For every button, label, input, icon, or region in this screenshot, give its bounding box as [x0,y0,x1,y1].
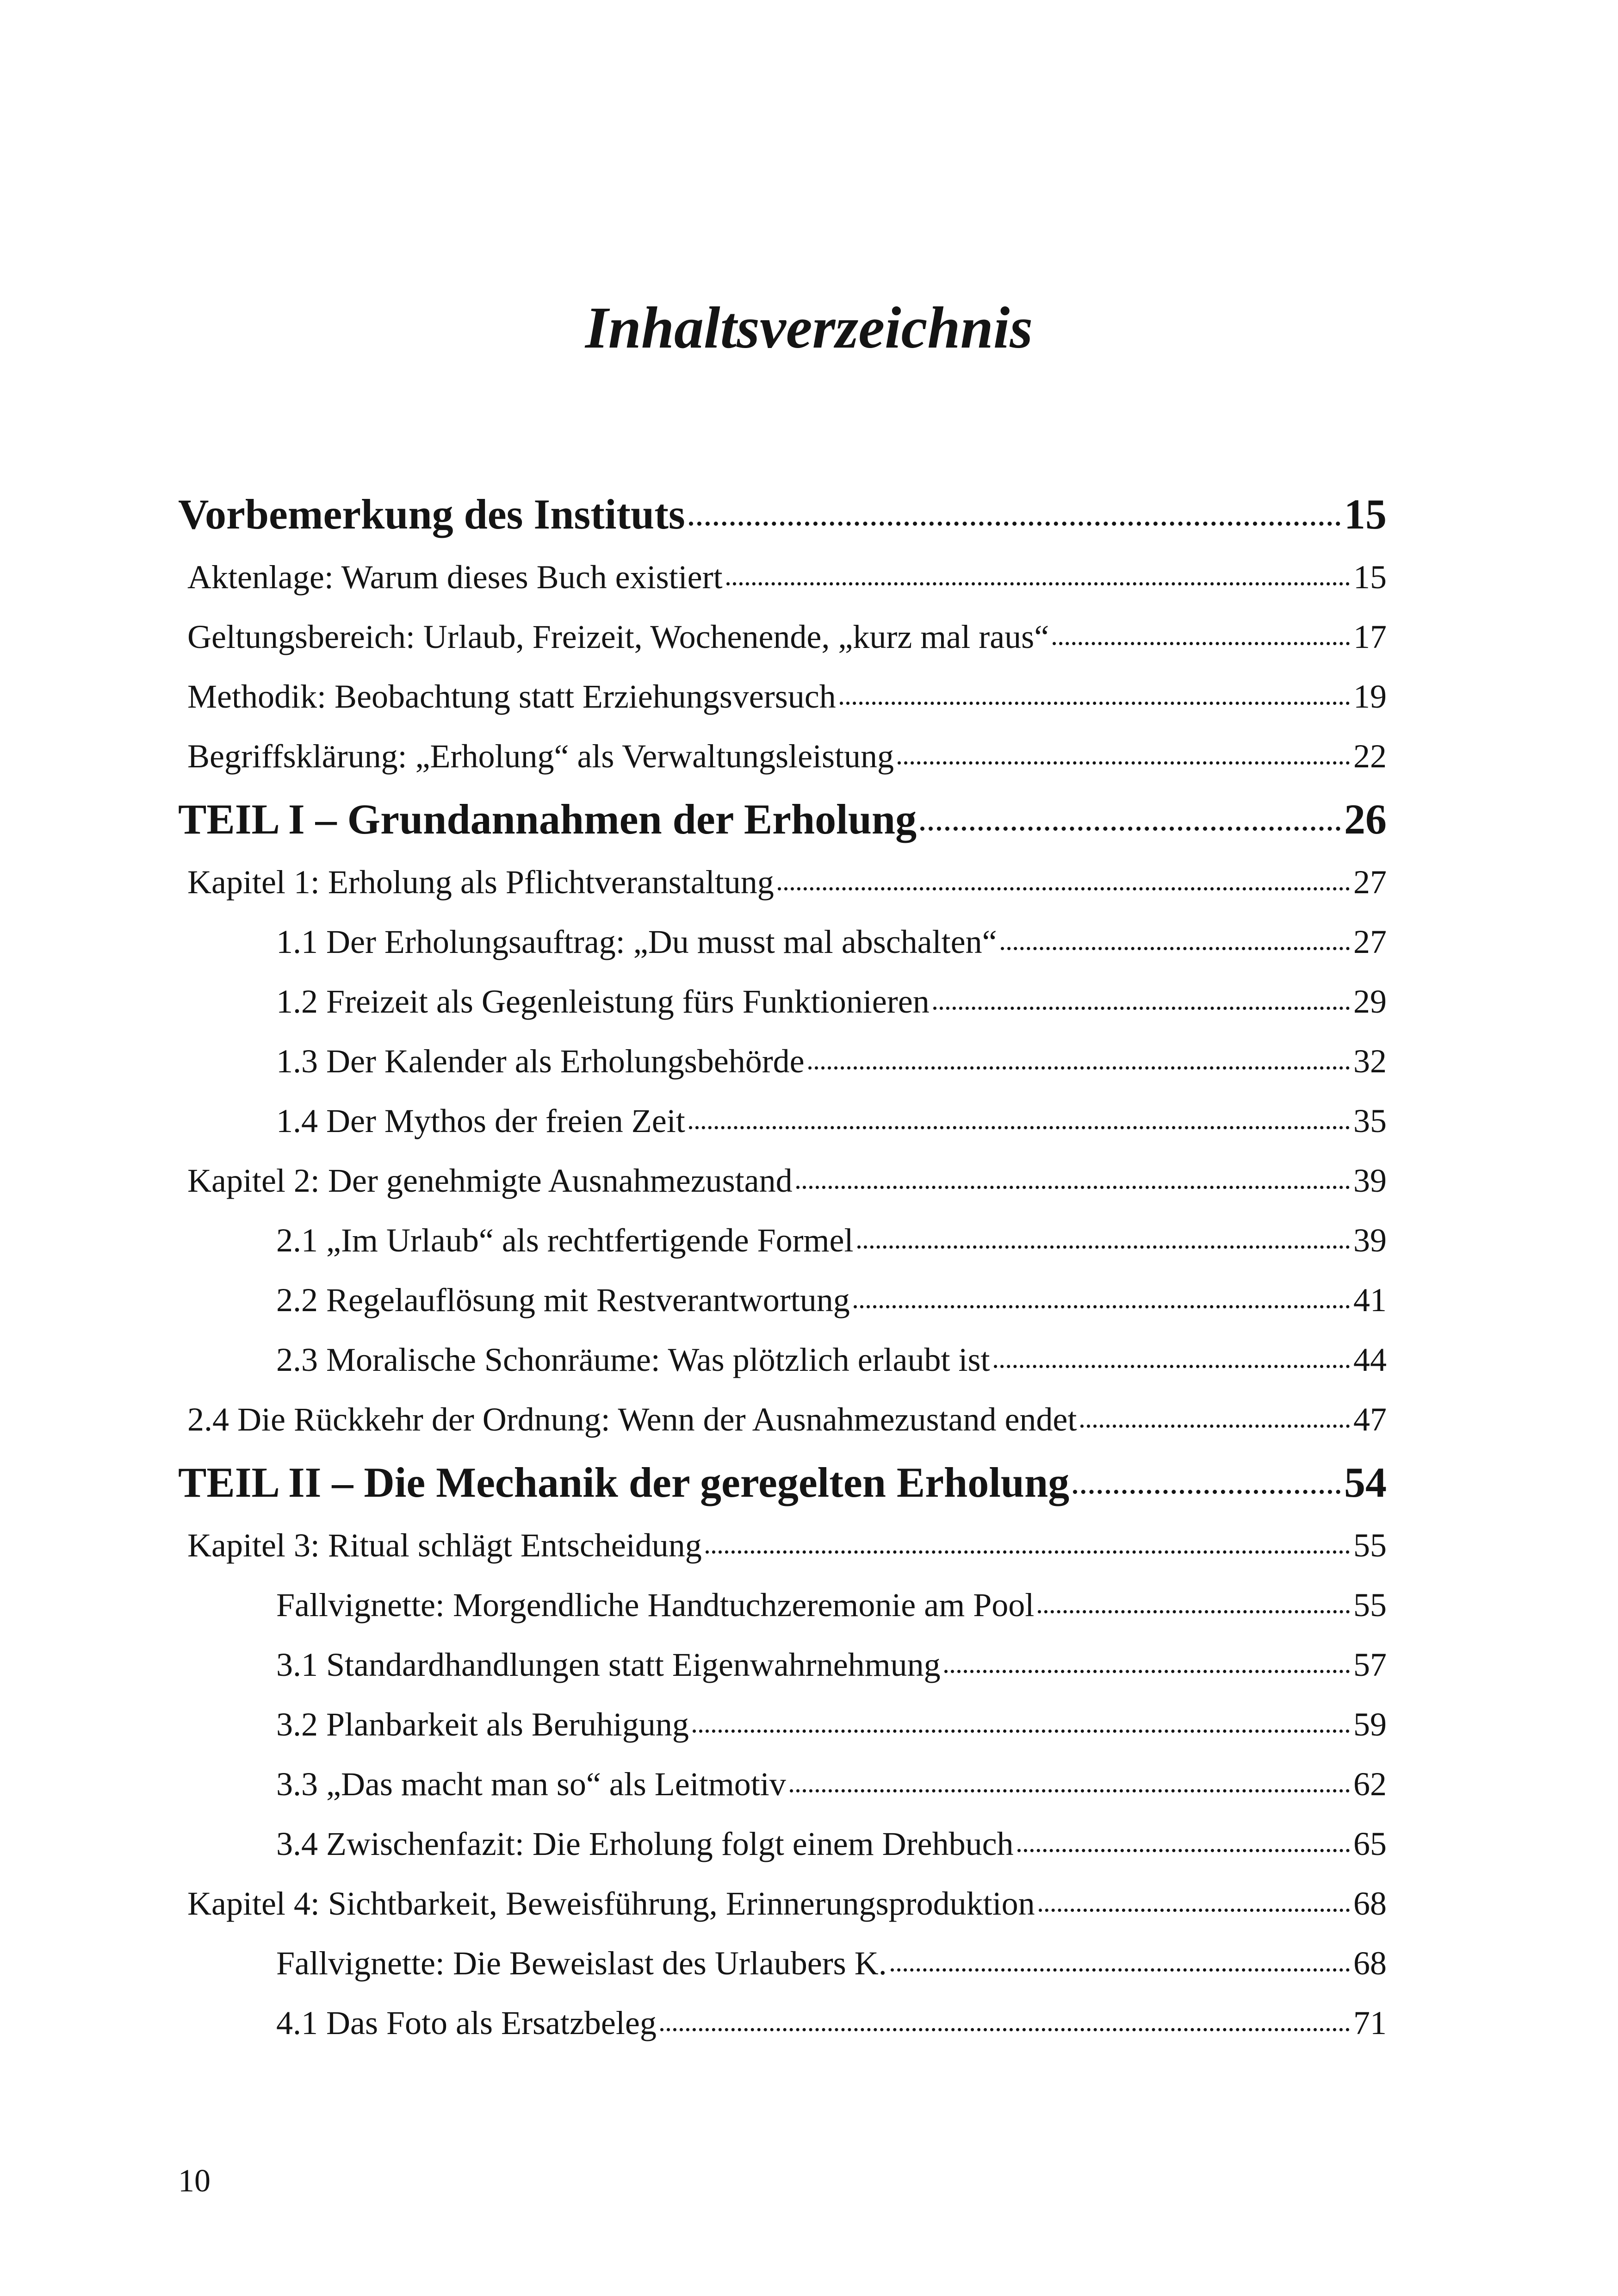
toc-entry-title: 3.3 „Das macht man so“ als Leitmotiv [276,1766,786,1803]
dot-leader [1001,947,1350,950]
dot-leader [1080,1425,1350,1428]
dot-leader [689,522,1340,526]
dot-leader [706,1550,1350,1554]
toc-entry-page-number: 68 [1353,1885,1387,1922]
table-of-contents [178,481,1387,2053]
toc-entry-page-number: 55 [1353,1587,1387,1624]
toc-entry-title: Kapitel 1: Erholung als Pflichtveranstaltung [187,864,774,901]
toc-entry-page-number: 27 [1353,864,1387,901]
toc-entry-section[interactable] [178,1993,1387,2053]
toc-entry-page-number: 15 [1353,559,1387,596]
dot-leader [994,1365,1350,1368]
toc-entry-title: 2.1 „Im Urlaub“ als rechtfertigende Formel [276,1222,854,1259]
toc-entry-title: 2.3 Moralische Schonräume: Was plötzlich erlaubt ist [276,1341,990,1378]
toc-entry-page-number: 32 [1353,1043,1387,1080]
toc-entry-page-number: 17 [1353,618,1387,655]
toc-entry-page-number: 54 [1344,1459,1387,1506]
toc-entry-section[interactable] [178,972,1387,1032]
toc-entry-section[interactable] [178,1695,1387,1755]
toc-entry-title: 1.1 Der Erholungsauftrag: „Du musst mal abschalten“ [276,923,997,960]
dot-leader [796,1186,1350,1189]
toc-entry-title: 1.3 Der Kalender als Erholungsbehörde [276,1043,805,1080]
toc-entry-page-number: 68 [1353,1945,1387,1982]
dot-leader [920,827,1340,831]
toc-entry-chapter[interactable] [178,607,1387,667]
toc-entry-title: Kapitel 3: Ritual schlägt Entscheidung [187,1527,702,1564]
page-number: 10 [178,2163,211,2199]
toc-entry-page-number: 35 [1353,1102,1387,1139]
dot-leader [933,1007,1350,1010]
toc-entry-page-number: 62 [1353,1766,1387,1803]
toc-entry-section[interactable] [178,1635,1387,1695]
toc-entry-chapter[interactable] [178,548,1387,607]
toc-entry-title: 4.1 Das Foto als Ersatzbeleg [276,2004,657,2041]
toc-entry-title: 1.4 Der Mythos der freien Zeit [276,1102,685,1139]
toc-entry-title: TEIL II – Die Mechanik der geregelten Erholung [178,1459,1070,1506]
toc-entry-title: TEIL I – Grundannahmen der Erholung [178,796,917,843]
toc-entry-section[interactable] [178,1091,1387,1151]
toc-entry-chapter[interactable] [178,852,1387,912]
toc-entry-section[interactable] [178,1270,1387,1330]
dot-leader [778,887,1350,890]
dot-leader [660,2028,1350,2031]
toc-entry-page-number: 15 [1344,491,1387,538]
toc-entry-part[interactable] [178,786,1387,852]
toc-entry-title: 3.4 Zwischenfazit: Die Erholung folgt einem Drehbuch [276,1825,1014,1862]
toc-entry-chapter[interactable] [178,1516,1387,1575]
toc-entry-chapter[interactable] [178,727,1387,786]
toc-entry-page-number: 39 [1353,1222,1387,1259]
toc-entry-page-number: 22 [1353,738,1387,775]
toc-entry-title: Fallvignette: Morgendliche Handtuchzeremonie am Pool [276,1587,1035,1624]
toc-entry-title: Geltungsbereich: Urlaub, Freizeit, Wochenende, „kurz mal raus“ [187,618,1049,655]
toc-entry-title: Methodik: Beobachtung statt Erziehungsversuch [187,678,836,715]
dot-leader [840,702,1350,705]
toc-entry-part[interactable] [178,1450,1387,1516]
dot-leader [1038,1610,1350,1613]
toc-entry-page-number: 26 [1344,796,1387,843]
page-title: Inhaltsverzeichnis [585,295,1033,361]
toc-entry-title: 1.2 Freizeit als Gegenleistung fürs Funktionieren [276,983,930,1020]
toc-entry-page-number: 44 [1353,1341,1387,1378]
toc-entry-section[interactable] [178,1755,1387,1814]
toc-entry-page-number: 65 [1353,1825,1387,1862]
dot-leader [693,1730,1350,1733]
toc-entry-page-number: 19 [1353,678,1387,715]
dot-leader [1073,1490,1340,1494]
dot-leader [854,1305,1350,1308]
toc-entry-title: Kapitel 4: Sichtbarkeit, Beweisführung, Erinnerungsproduktion [187,1885,1035,1922]
toc-entry-section[interactable] [178,1211,1387,1270]
dot-leader [857,1245,1350,1249]
toc-entry-title: Kapitel 2: Der genehmigte Ausnahmezustand [187,1162,793,1199]
toc-entry-page-number: 59 [1353,1706,1387,1743]
toc-entry-page-number: 57 [1353,1646,1387,1683]
toc-entry-page-number: 55 [1353,1527,1387,1564]
toc-entry-page-number: 41 [1353,1282,1387,1319]
dot-leader [689,1126,1350,1129]
toc-entry-page-number: 39 [1353,1162,1387,1199]
toc-entry-chapter[interactable] [178,1151,1387,1211]
toc-entry-sub[interactable] [178,1390,1387,1450]
toc-entry-title: Aktenlage: Warum dieses Buch existiert [187,559,723,596]
toc-entry-chapter[interactable] [178,667,1387,727]
dot-leader [726,582,1350,585]
toc-entry-section[interactable] [178,1814,1387,1874]
toc-entry-title: 2.4 Die Rückkehr der Ordnung: Wenn der Ausnahmezustand endet [187,1401,1077,1438]
toc-entry-page-number: 71 [1353,2004,1387,2041]
toc-entry-section[interactable] [178,912,1387,972]
dot-leader [898,761,1350,765]
toc-entry-page-number: 47 [1353,1401,1387,1438]
dot-leader [1017,1849,1350,1852]
dot-leader [891,1968,1350,1972]
toc-entry-title: Fallvignette: Die Beweislast des Urlaubers K. [276,1945,887,1982]
dot-leader [1039,1909,1350,1912]
dot-leader [790,1789,1350,1792]
toc-entry-title: 3.1 Standardhandlungen statt Eigenwahrnehmung [276,1646,941,1683]
toc-entry-title: Vorbemerkung des Instituts [178,491,685,538]
toc-entry-title: 3.2 Planbarkeit als Beruhigung [276,1706,689,1743]
toc-entry-page-number: 29 [1353,983,1387,1020]
toc-entry-section[interactable] [178,1032,1387,1091]
toc-entry-page-number: 27 [1353,923,1387,960]
toc-entry-chapter[interactable] [178,1874,1387,1934]
toc-entry-title: Begriffsklärung: „Erholung“ als Verwaltungsleistung [187,738,894,775]
toc-entry-section[interactable] [178,1330,1387,1390]
toc-entry-section[interactable] [178,1575,1387,1635]
toc-entry-title: 2.2 Regelauflösung mit Restverantwortung [276,1282,850,1319]
dot-leader [944,1670,1350,1673]
dot-leader [1053,642,1350,645]
dot-leader [808,1066,1350,1070]
toc-entry-section[interactable] [178,1934,1387,1993]
toc-entry-part[interactable] [178,481,1387,548]
